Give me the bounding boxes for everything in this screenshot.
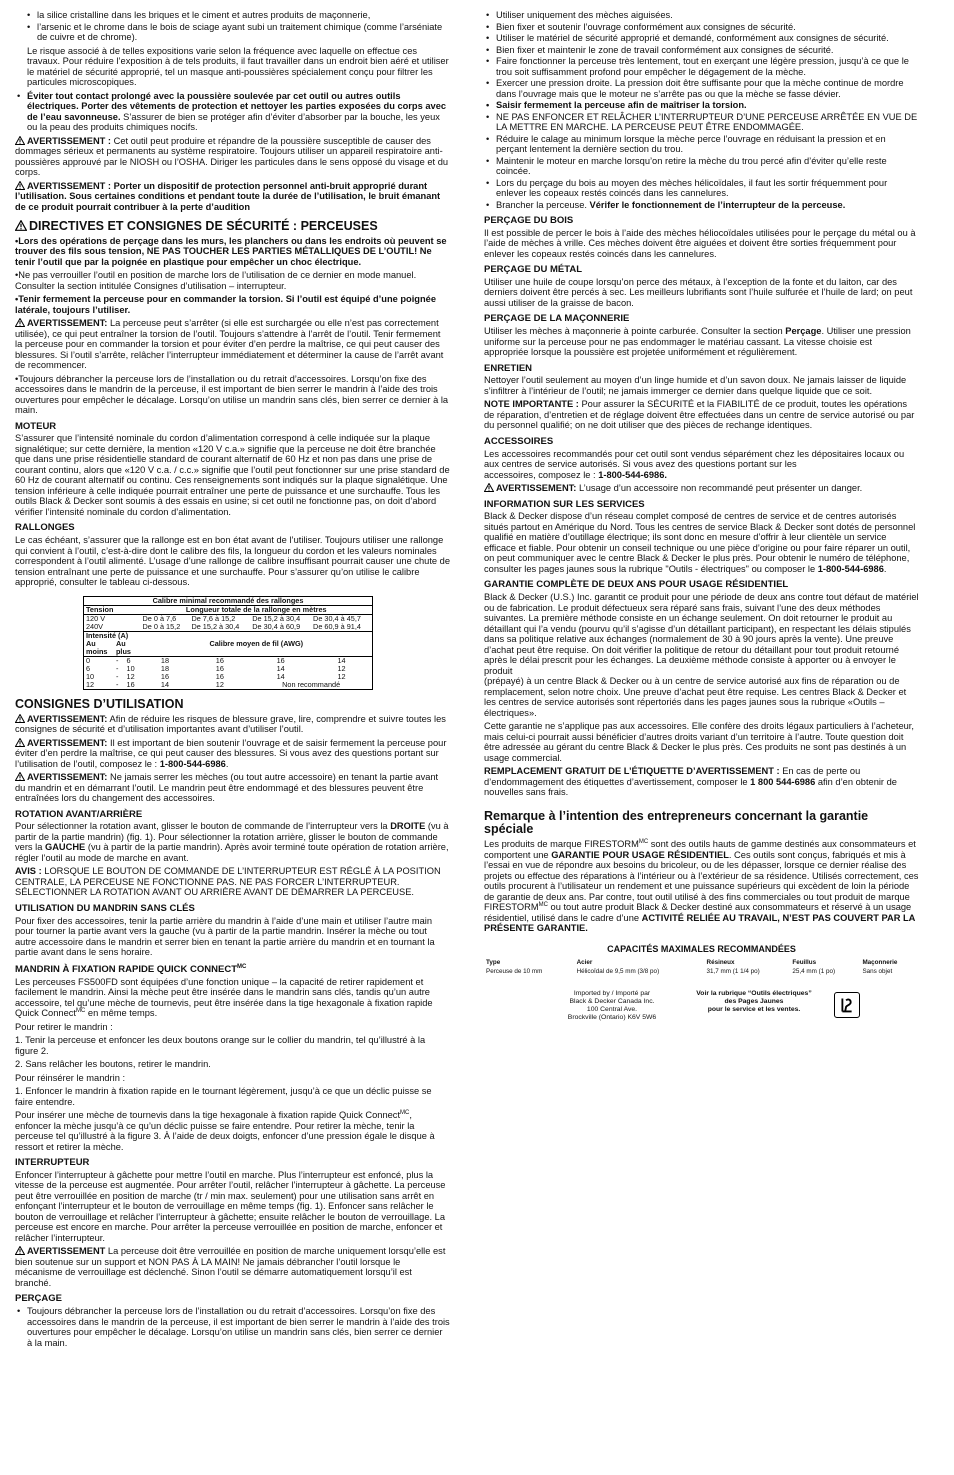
section-title-remarque: Remarque à l’intention des entrepreneurs concernant la garantie spéciale <box>484 808 869 837</box>
list-item: • Éviter tout contact prolongé avec la poussière soulevée par cet outil ou autres outils électriques. Porter des vêtements de protection et nettoyer les parties exposées du corps avec de l’eau savonneuse. S’assurer de bien se protéger afin d’éviter d’absorber par la bouche, les yeux ou la peau des produits chimiques nocifs. <box>15 91 450 133</box>
heading-entretien: ENRETIEN <box>484 362 533 374</box>
section-title-consignes: CONSIGNES D’UTILISATION <box>15 696 184 711</box>
heading-garantie: GARANTIE COMPLÈTE DE DEUX ANS POUR USAGE RÉSIDENTIEL <box>484 579 789 591</box>
heading-quick-connect: MANDRIN À FIXATION RAPIDE QUICK $CONNECT^{MC}$ <box>15 963 247 975</box>
warning-torsion: AVERTISSEMENT: La perceuse peut s’arrêter (si elle est surchargée ou elle n’est pas correctement utilisée), ce qui peut entraîner la torsion de l’outil. Toujours s’attendre à l’arrêt de l’outil. Tenir fermement la perceuse pour en commander la torsion et pour éviter d’en perdre la maîtrise, ce qui peut causer des blessures. Si l’outil s’arrête, relâcher l’interrupteur immédiatement et déterminer la cause de l’arrêt avant de recommencer. <box>15 318 444 371</box>
list-item: • l’arsenic et le chrome dans le bois de sciage ayant subi un traitement chimique (comme l’arséniate de cuivre et de chrome). <box>15 22 450 43</box>
warning-triangle-icon <box>15 1246 25 1255</box>
retirer-step-2: 2. Sans relâcher les boutons, retirer le mandrin. <box>15 1059 211 1070</box>
list-item: • Réduire le calage au minimum lorsque la mèche perce l’ouvrage en réduisant la pression et en perçant lentement la dernière section du trou. <box>484 134 919 155</box>
heading-information-services: INFORMATION SUR LES SERVICES <box>484 498 645 510</box>
maconnerie-text: Utiliser les mèches à maçonnerie à pointe carburée. Consulter la section Perçage. Utiliser une pression uniforme sur la perceuse pour ne pas endommager le matériau cassant. La vitesse choisie est appropriée lorsque la poussière est projetée uniformément et régulièrement. <box>484 326 911 358</box>
retirer-step-1: 1. Tenir la perceuse et enfoncer les deux boutons orange sur le collier du mandrin, tel qu’illustré à la figure 2. <box>15 1035 426 1056</box>
table-cell: De 7,6 à 15,2 <box>189 614 250 623</box>
heading-metal: PERÇAGE DU MÉTAL <box>484 264 582 276</box>
tournevis-text: Pour insérer une mèche de tournevis dans la tige hexagonale à fixation rapide Quick Connect$^{MC}$, enfoncer la mèche jusqu’à ce qu’un déclic puisse se faire entendre. Pour retirer la mèche, tenir la perceuse tel qu’illustré à la figure 3. À l’aide de deux doigts, enfoncer d’une pression égale le disque à ressort et retirer la mèche. <box>15 1110 435 1152</box>
table-cell: 120 V <box>84 614 141 623</box>
directive-2: •Ne pas verrouiller l’outil en position de marche lors de l’utilisation de ce dernier en mode manuel. Consulter la section intitulée Consignes d’utilisation – interrupteur. <box>15 270 417 291</box>
table-header: Calibre moyen de fil (AWG) <box>209 638 304 648</box>
interrupteur-warning: AVERTISSEMENT La perceuse doit être verrouillée en position de marche uniquement lorsqu’elle est bien soutenue sur un support et NON PAS À LA MAIN! Ne jamais débrancher l’outil lorsque le mécanisme de verrouillage est déclenché. Sinon l’outil se démarre automatiquement lorsqu’il est branché. <box>15 1246 446 1288</box>
table-row: Perceuse de 10 mm Hélicoïdal de 9,5 mm (3/8 po) 31,7 mm (1 1/4 po) 25,4 mm (1 po) Sans objet <box>486 968 893 976</box>
list-item: • Lors du perçage du bois au moyen des mèches hélicoïdales, il faut les sortir fréquemment pour enlever les copeaux restés coincés dans les cannelures. <box>484 178 919 199</box>
table-row: 12 - 16 14 12 Non recommandé <box>86 679 341 689</box>
list-item: • Faire fonctionner la perceuse très lentement, tout en exerçant une légère pression, jusqu’à ce que le trou soit suffisamment profond pour empêcher le dégagement de la mèche. <box>484 56 919 77</box>
list-item: • Bien fixer et soutenir l’ouvrage conformément aux consignes de sécurité. <box>484 22 919 33</box>
list-item: • Maintenir le moteur en marche lorsqu’on retire la mèche du trou percé afin d’éviter qu’elle reste coincée. <box>484 156 919 177</box>
extension-cord-table <box>83 596 373 690</box>
warning-triangle-icon <box>15 318 25 327</box>
table-cell: De 0 à 15,2 <box>142 621 181 631</box>
table-cell: De 30,4 à 60,9 <box>252 621 301 631</box>
garantie-text-3: Cette garantie ne s’applique pas aux accessoires. Elle confère des droits légaux particuliers à l’acheteur, mais celui-ci pourrait aussi bénéficier d’autres droits variant d’un territoire à l’autre. Toute question doit être adressée au gérant du centre Black & Decker le plus près. Ces produits ne sont pas destinés à un usage commercial. <box>484 721 914 763</box>
remplacement-etiquette: REMPLACEMENT GRATUIT DE L’ÉTIQUETTE D’AVERTISSEMENT : En cas de perte ou d’endommagement des étiquettes d’avertissement, composer le 1 800 544-6986 afin d’en obtenir de nouvelles sans frais. <box>484 766 897 798</box>
heading-rotation: ROTATION AVANT/ARRIÈRE <box>15 808 143 820</box>
table-cell: De 15,2 à 30,4 <box>191 621 240 631</box>
risk-paragraph: Le risque associé à de telles expositions varie selon la fréquence avec laquelle on effectue ces travaux. Pour réduire l’exposition à de tels produits, il faut travailler dans un endroit bien aéré et utiliser le matériel de sécurité approprié, tel un masque anti-poussières spécialement conçu pour filtrer les particules microscopiques. <box>27 45 449 87</box>
consigne-warning-3: AVERTISSEMENT: Ne jamais serrer les mèches (ou tout autre accessoire) en tenant la partie avant du mandrin et en démarrant l’outil. Le mandrin peut être endommagé et des blessures peuvent être entraînées lors du changement des accessoires. <box>15 772 439 804</box>
directive-4: •Toujours débrancher la perceuse lors de l’installation ou du retrait d’accessoires. Lorsqu’on fixe des accessoires dans le mandrin de la perceuse, il est important de bien serrer le mandrin à l’aide des trois ouvertures pour empêcher le décalage. Lorsqu’on utilise un mandrin sans clés, bien serrer ce dernier à la main. <box>15 373 449 416</box>
table-cell: De 0 à 7,6 <box>141 614 190 623</box>
section-title-directives: DIRECTIVES ET CONSIGNES DE SÉCURITÉ : PERCEUSES <box>15 220 450 234</box>
heading-moteur: MOTEUR <box>15 420 57 432</box>
drilling-tips-list <box>484 10 919 210</box>
list-item: • la silice cristalline dans les briques et le ciment et autres produits de maçonnerie, <box>15 10 450 21</box>
warning-triangle-icon <box>15 738 25 747</box>
list-item: • Bien fixer et maintenir le zone de travail conformément aux consignes de sécurité. <box>484 45 919 56</box>
yellow-pages-note: Voir la rubrique “Outils électriques” des Pages Jaunes pour le service et les ventes. <box>696 990 812 1013</box>
warning-noise: AVERTISSEMENT : Porter un dispositif de protection personnel anti-bruit approprié durant l’utilisation. Sous certaines conditions et pendant toute la durée de l’utilisation, le bruit émanant de ce produit pourrait contribuer à la perte d’audition <box>15 180 441 212</box>
consigne-warning-1: AVERTISSEMENT: Afin de réduire les risques de blessure grave, lire, comprendre et suivre toutes les consignes de sécurité et d’utilisation importantes avant d’utiliser l’outil. <box>15 713 446 735</box>
warning-triangle-icon <box>15 220 27 231</box>
rotation-text: Pour sélectionner la rotation avant, glisser le bouton de commande de l’interrupteur vers la DROITE (vu à partir de la partie mandrin) (fig. 1). Pour sélectionner la rotation arrière, glisser le bouton de commande vers la GAUCHE (vu à partir de la partie mandrin). Après avoir terminé toute opération de rotation arrière, régler l’outil au mode de marche en avant. <box>15 821 449 863</box>
bois-text: Il est possible de percer le bois à l’aide des mèches héliocoïdales utilisées pour le perçage du métal ou à l’aide de mèches à vrille. Ces mèches doivent être aiguées et doivent être sorties fréquemment pour enlever les copeaux restés coincés dans les cannelures. <box>484 227 916 259</box>
directive-1: •Lors des opérations de perçage dans les murs, les planchers ou dans les endroits où peuvent se trouver des fils sous tension, NE PAS TOUCHER LES PARTIES MÉTALLIQUES DE L’OUTIL! Ne tenir l’outil que par la poignée en plastique pour empêcher un choc électrique. <box>15 235 447 267</box>
table-header: Au <box>86 638 96 648</box>
quick-text: Les perceuses FS500FD sont équipées d’une fonction unique – la capacité de retirer rapidement et facilement le mandrin. Ainsi la mèche peut être insérée dans le mandrin sans clés, tandis qu’un autre accessoire, tel qu’une mèche de tournevis, peut être insérée dans la tige hexagonale à fixation rapide Quick Connect$^{MC}$ en même temps. <box>15 976 433 1019</box>
heading-maconnerie: PERÇAGE DE LA MAÇONNERIE <box>484 313 630 325</box>
accessoires-warning: AVERTISSEMENT: L’usage d’un accessoire non recommandé peut présenter un danger. <box>484 483 919 494</box>
table-header: plus <box>115 646 131 656</box>
remarque-text: Les produits de marque $FIRESTORM^{MC}$ sont des outils hauts de gamme destinés aux consommateurs et comportent une GARANTIE POUR USAGE RÉSIDENTIEL. Ces outils sont conçus, fabriqués et mis à l’essai en vue de répondre aux besoins du bricoleur, ou de les dépasser, lorsque ce dernier réalise des projets ou effectue des réparations à l’intérieur ou à l’extérieur de sa résidence. Utilisés correctement, ces outils procurent à l’utilisateur un rendement et une puissance supérieurs qui excèdent de loin la période de garantie de deux ans. Par contre, tout outil utilisé à des fins commerciales ou tout produit de marque $FIRESTORM^{MC}$ ou tout autre produit Black & Decker destiné aux consommateurs et réservé à un usage résidentiel, utilisé dans le cadre d’une ACTIVITÉ RELIÉE AU TRAVAIL, N’EST PAS COUVERT PAR LA PRÉSENTE GARANTIE. <box>484 839 919 934</box>
entretien-text: Nettoyer l’outil seulement au moyen d’un linge humide et d’un savon doux. Ne jamais laisser de liquide s’infiltrer à l’intérieur de l’outil; ne jamais immerger ce dernier dans quelque liquide que ce soit. <box>484 375 907 396</box>
importer-address: Imported by / Importé par Black & Decker Canada Inc. 100 Central Ave. Brockville (Ontario) K6V 5W6 <box>567 990 657 1021</box>
list-item: • Utiliser le matériel de sécurité approprié et demandé, conformément aux consignes de sécurité. <box>484 33 919 44</box>
heading-interrupteur: INTERRUPTEUR <box>15 1157 90 1169</box>
table-title: Calibre minimal recommandé des rallonges <box>84 596 373 605</box>
consigne-warning-2: AVERTISSEMENT: Il est important de bien soutenir l’ouvrage et de saisir fermement la perceuse pour éviter d’en perdre la maîtrise, ce qui peut causer des blessures. Si vous avez des questions portant sur l’utilisation de l’outil, composez le : 1-800-544-6986. <box>15 737 447 769</box>
footer <box>484 990 919 1034</box>
interrupteur-text: Enfoncer l’interrupteur à gâchette pour mettre l’outil en marche. Plus l’interrupteur est enfoncé, plus la vitesse de la perceuse est augmentée. Pour arrêter l’outil, relâcher l’interrupteur à gâchette. La perceuse peut être verrouillée en position de marche (tr / min max. seulement) pour une utilisation sans arrêt en enfonçant l’interrupteur et le bouton de verrouillage en même temps (fig. 1). Enfoncer sans relâcher le bouton de verrouillage et relâcher l’interrupteur à gâchette; ensuite relâcher le bouton de verrouillage. La perceuse est encore en marche. Pour arrêter la perceuse verrouillée en position de marche, enfoncer et relâcher l’interrupteur. <box>15 1169 446 1243</box>
warning-triangle-icon <box>15 136 25 145</box>
left-column <box>15 10 450 1351</box>
table-row: Type Acier Résineux Feuillus Maçonnerie <box>486 958 898 966</box>
capacity-table <box>484 958 919 976</box>
heading-percage: PERÇAGE <box>15 1293 62 1305</box>
garantie-text-2: (prépayé) à un centre Black & Decker ou à un centre de service autorisé aux fins de réparation ou de remplacement, selon notre choix. Une preuve d’achat peut être requise. Les centres Black & Decker et les centres de service autorisés sont répertoriés dans les pages jaunes sous la rubrique «Outils – électriques». <box>484 676 907 718</box>
percage-list <box>15 1306 450 1348</box>
warning-triangle-icon <box>484 483 494 492</box>
capacity-table-title: CAPACITÉS MAXIMALES RECOMMANDÉES <box>607 943 796 954</box>
right-column <box>484 10 919 1034</box>
intro-list <box>15 10 450 43</box>
moteur-text: S’assurer que l’intensité nominale du cordon d’alimentation correspond à celle indiquée sur la plaque signalétique; sur cette dernière, la mention «120 V c.a.» signifie que la perceuse ne doit être branchée que dans une prise résidentielle standard de courant alternatif de 60 Hz et non pas dans une prise de courant continu, alors que «120 V c.a. / c.c.» signifie que l’outil peut fonctionner sur une prise standard de 60 Hz de courant alternatif ou continu. Ces renseignements sont indiqués sur la plaque signalétique. Une tension inférieure à celle indiquée pourrait entraîner une perte de puissance et une surchauffe. Tous les outils Black & Decker sont soumis à des essais en usine; si cet outil ne fonctionne pas, on doit d’abord vérifier l’intensité nominale du cordon d’alimentation. <box>15 433 450 517</box>
garantie-text: Black & Decker (U.S.) Inc. garantit ce produit pour une période de deux ans contre tout défaut de matériel ou de fabrication. Le produit défectueux sera réparé sans frais, suivant l’une des deux méthodes suivantes. La première méthode consiste en un échange seulement. On doit retourner le produit au détaillant qui l’a vendu (pourvu qu’il s’agisse d’un détaillant participant), en respectant les délais stipulés dans sa politique relative aux échanges (normalement de 30 à 90 jours après la vente). Une preuve d’achat peut être requise. On doit vérifier la politique de retour du détaillant pour tout produit retourné après le délai prescrit pour les échanges. La deuxième méthode consiste à apporter ou à envoyer le produit <box>484 592 919 676</box>
list-item: • Utiliser uniquement des mèches aiguisées. <box>484 10 919 21</box>
table-row: 10 - 12 16 16 14 12 <box>86 671 346 681</box>
warning-triangle-icon <box>15 181 25 190</box>
table-header: moins <box>86 646 108 656</box>
note-importante: NOTE IMPORTANTE : Pour assurer la SÉCURITÉ et la FIABILITÉ de ce produit, toutes les opérations de réparation, d’entretien et de réglage doivent être effectuées dans un centre de service autorisé ou par du personnel qualifié; on ne doit utiliser que des pièces de rechange identiques. <box>484 399 915 431</box>
list-item: • Brancher la perceuse. Vérifer le fonctionnement de l’interrupteur de la perceuse. <box>484 200 919 211</box>
avis-text: AVIS : LORSQUE LE BOUTON DE COMMANDE DE L’INTERRUPTEUR EST RÉGLÉ À LA POSITION CENTRALE, LA PERCEUSE NE FONCTIONNE PAS. NE PAS FORCER L’INTERRUPTEUR. SÉLECTIONNER LA ROTATION AVANT OU ARRIÈRE AVANT DE DÉMARRER LA PERCEUSE. <box>15 866 441 898</box>
metal-text: Utiliser une huile de coupe lorsqu’on perce des métaux, à l’exception de la fonte et du laiton, car des derniers doivent être percés à sec. Les meilleurs lubrifiants sont l’huile sulfurée et l’huile de lard; on peut aussi utiliser de la graisse de bacon. <box>484 276 913 308</box>
heading-bois: PERÇAGE DU BOIS <box>484 215 574 226</box>
information-text: Black & Decker dispose d’un réseau complet composé de centres de service et de centres autorisés situés partout en Amérique du Nord. Tous les centres de service Black & Decker sont dotés de personnel qualifié en matière d’outillage électrique; ils sont donc en mesure d’offrir à leur clientèle un service efficace et fiable. Pour obtenir un conseil technique ou une pièce d’origine ou pour faire réparer un outil, on peut communiquer avec le centre Black & Decker le plus près. Pour obtenir le numéro de téléphone, consulter les pages jaunes sous la rubrique "Outils - électriques" ou composer le 1-800-544-6986. <box>484 511 916 574</box>
rallonges-text: Le cas échéant, s’assurer que la rallonge est en bon état avant de l’utiliser. Toujours utiliser une rallonge qui convient à l’outil, c’est-à-dire dont le calibre des fils, la longueur du cordon et les valeurs nominales correspondent à l’outil alimenté. L’usage d’une rallonge de calibre insuffisant pourrait causer une chute de tension entraînant une perte de puissance et une surchauffe. Pour s’assurer qu’on utilise le calibre approprié, consulter le tableau ci-dessous. <box>15 535 450 588</box>
table-header: Intensité (A) <box>84 631 141 640</box>
reinserer-step-1: 1. Enfoncer le mandrin à fixation rapide en le tournant légèrement, jusqu’à ce que un déclic puisse se faire entendre. <box>15 1086 432 1107</box>
warning-triangle-icon <box>15 714 25 723</box>
table-cell: De 30,4 à 45,7 <box>311 614 372 623</box>
warning-respiratory: AVERTISSEMENT : Cet outil peut produire et répandre de la poussière susceptible de causer des dommages sérieux et permanents au système respiratoire. Toujours utiliser un appareil respiratoire anti-poussières approuvé par le NIOSH ou l’OSHA. Diriger les particules dans le sens opposé du visage et du corps. <box>15 135 449 177</box>
table-header: Au <box>115 638 126 648</box>
list-item: • Exercer une pression droite. La pression doit être suffisante pour que la mèche continue de mordre dans l’ouvrage mais que le moteur ne s’arrête pas ou que la mèche se fasse dévier. <box>484 78 919 99</box>
heading-rallonges: RALLONGES <box>15 522 75 534</box>
heading-mandrin: UTILISATION DU MANDRIN SANS CLÉS <box>15 902 195 914</box>
list-item: • Toujours débrancher la perceuse lors de l’installation ou du retrait d’accessoires. Lorsqu’on fixe des accessoires dans le mandrin de la perceuse, il est important de bien serrer le mandrin à l’aide des trois ouvertures pour empêcher le décalage. Lorsqu’on utilise un mandrin sans clés, bien serrer ce dernier à la main. <box>15 1306 450 1348</box>
table-cell: De 60,9 à 91,4 <box>313 621 361 631</box>
heading-accessoires: ACCESSOIRES <box>484 435 554 447</box>
table-header: Longueur totale de la rallonge en mètres <box>185 604 327 614</box>
list-item: • Saisir fermement la perceuse afin de maîtriser la torsion. <box>484 100 919 111</box>
list-item: • NE PAS ENFONCER ET RELÂCHER L’INTERRUPTEUR D’UNE PERCEUSE ARRÊTÉE EN VUE DE LA METTRE EN MARCHE. LA PERCEUSE PEUT ÊTRE ENDOMMAGÉE. <box>484 112 919 133</box>
table-cell: 240V <box>86 621 104 631</box>
directive-3: •Tenir fermement la perceuse pour en commander la torsion. Si l’outil est équipé d’une poignée latérale, toujours l’utiliser. <box>15 294 437 315</box>
avoid-list <box>15 91 450 133</box>
table-cell: De 15,2 à 30,4 <box>250 614 311 623</box>
warning-triangle-icon <box>15 772 25 781</box>
table-row: 0 - 6 18 16 16 14 <box>84 656 373 665</box>
mandrin-text: Pour fixer des accessoires, tenir la partie arrière du mandrin à l’aide d’une main et utiliser l’autre main pour tourner la partie avant vers la gauche (vu à partir de la partie mandrin. Insérer la mèche ou tout autre accessoire dans le mandrin et serrer bien en tenant la partie arrière du mandrin et en tournant la partie avant dans le sens horaire. <box>15 915 435 958</box>
reinserer-label: Pour réinsérer le mandrin : <box>15 1072 126 1083</box>
retirer-label: Pour retirer le mandrin : <box>15 1021 113 1032</box>
table-row: 6 - 10 18 16 14 12 <box>86 663 346 673</box>
yellow-pages-logo-icon <box>834 992 860 1018</box>
table-header: Tension <box>86 604 114 614</box>
accessoires-text: Les accessoires recommandés pour cet outil sont vendus séparément chez les dépositaires locaux ou aux centres de service autorisés. Si vous avez des questions portant sur les accessoires, composez le : 1-800-544-6986. <box>484 448 905 480</box>
